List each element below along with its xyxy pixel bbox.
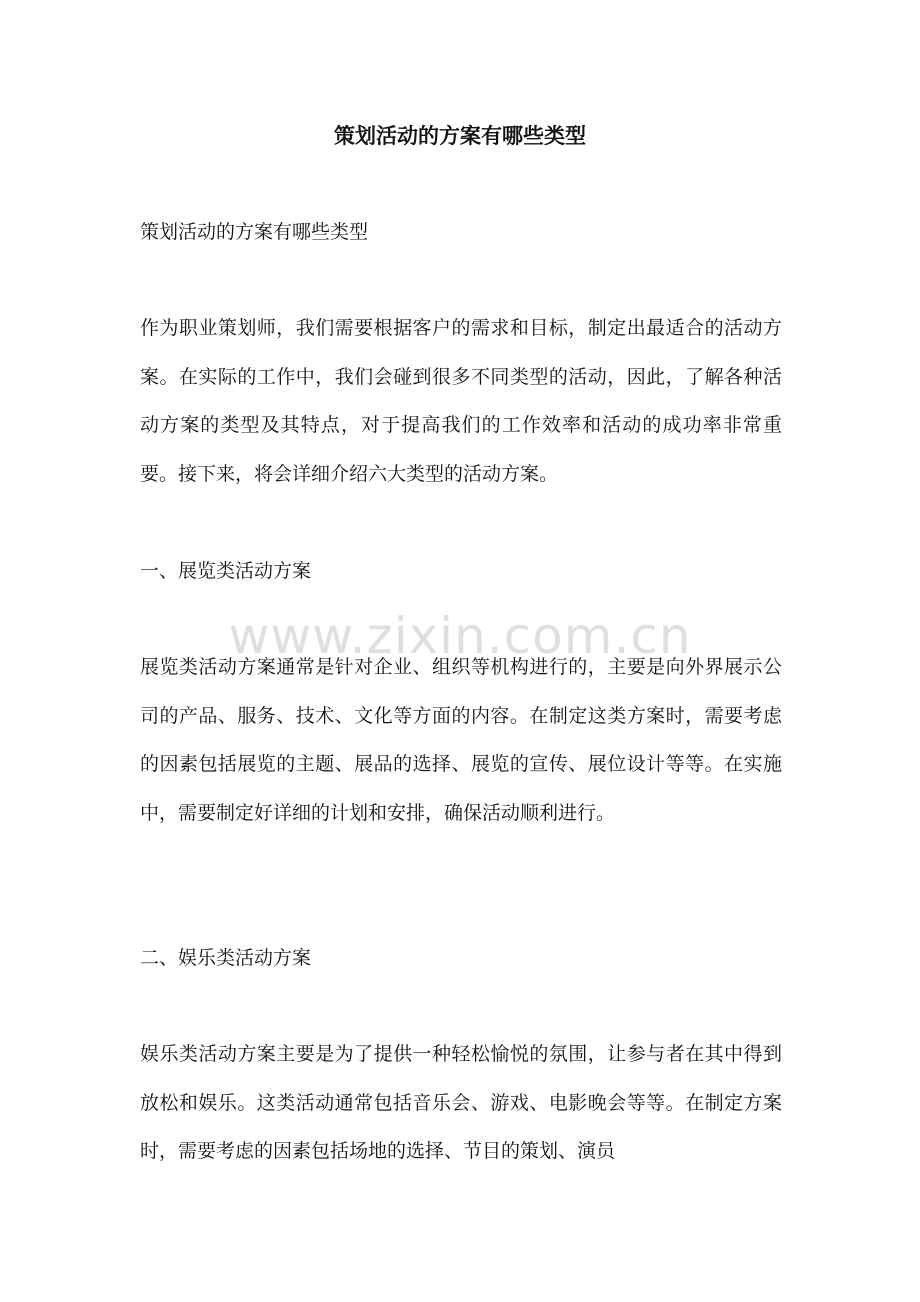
section-heading-exhibition: 一、展览类活动方案 bbox=[140, 560, 312, 582]
watermark-text: www.zixin.com.cn bbox=[228, 607, 692, 665]
document-subtitle: 策划活动的方案有哪些类型 bbox=[140, 221, 369, 243]
document-title: 策划活动的方案有哪些类型 bbox=[334, 123, 586, 148]
section-body-exhibition: 展览类活动方案通常是针对企业、组织等机构进行的，主要是向外界展示公司的产品、服务、技术、文化等方面的内容。在制定这类方案时，需要考虑的因素包括展览的主题、展品的选择、展览的宣传、展位设计等等。在实施中，需要制定好详细的计划和安排，确保活动顺利进行。 bbox=[140, 656, 782, 824]
section-heading-entertainment: 二、娱乐类活动方案 bbox=[140, 947, 312, 969]
section-body-entertainment: 娱乐类活动方案主要是为了提供一种轻松愉悦的氛围，让参与者在其中得到放松和娱乐。这类活动通常包括音乐会、游戏、电影晚会等等。在制定方案时，需要考虑的因素包括场地的选择、节目的策划、演员 bbox=[140, 1043, 782, 1162]
intro-paragraph: 作为职业策划师，我们需要根据客户的需求和目标，制定出最适合的活动方案。在实际的工作中，我们会碰到很多不同类型的活动，因此，了解各种活动方案的类型及其特点，对于提高我们的工作效率和活动的成功率非常重要。接下来，将会详细介绍六大类型的活动方案。 bbox=[140, 317, 782, 485]
